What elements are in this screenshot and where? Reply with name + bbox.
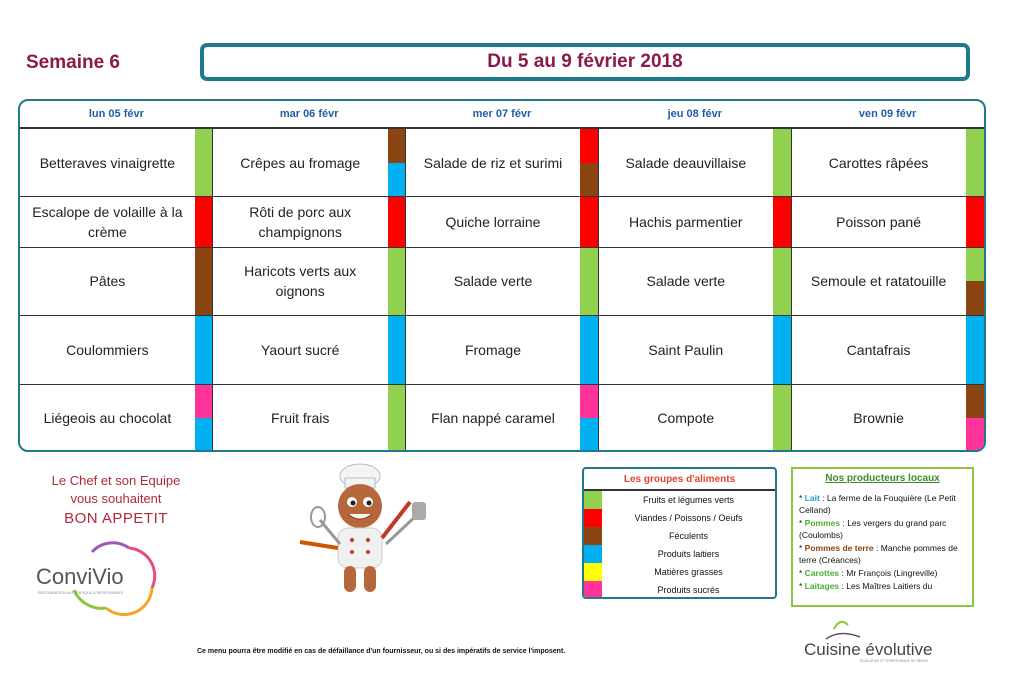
food-group-marker [388, 247, 406, 315]
food-group-marker [580, 129, 598, 163]
row-divider [20, 196, 984, 197]
legend-swatch [584, 581, 602, 599]
food-group-marker [580, 247, 598, 315]
food-group-marker [966, 384, 984, 418]
legend-label: Féculents [668, 531, 709, 541]
producer-item: * Pommes : Les vergers du grand parc (Coulombs) [799, 518, 947, 540]
producers-title: Nos producteurs locaux [825, 473, 940, 484]
legend-row [584, 509, 775, 527]
day-header: jeu 08 févr [667, 108, 722, 120]
menu-dish: Coulommiers [66, 341, 149, 358]
menu-dish: Salade verte [646, 273, 726, 289]
legend-row [584, 527, 775, 545]
header-divider [20, 127, 984, 129]
food-group-marker [966, 247, 984, 281]
food-group-marker [580, 315, 598, 384]
footer-note: Ce menu pourra être modifié en cas de défaillance d'un fournisseur, ou si des impératifs de service l'imposent. [197, 648, 566, 655]
convivio-logo [34, 540, 174, 620]
food-group-marker [773, 315, 791, 384]
legend-label: Produits laitiers [657, 549, 720, 559]
producer-supplier: : Manche pommes de terre (Créances) [799, 543, 958, 565]
producer-supplier: : Les vergers du grand parc (Coulombs) [799, 518, 947, 540]
legend-label: Fruits et légumes verts [642, 495, 735, 505]
food-group-marker [580, 163, 598, 197]
day-header: mar 06 févr [279, 108, 339, 120]
menu-dish: Semoule et ratatouille [810, 273, 947, 289]
producer-supplier: : Mr François (Lingreville) [839, 568, 938, 578]
food-group-marker [388, 384, 406, 452]
bon-appetit: BON APPETIT [64, 510, 168, 527]
producer-supplier: : Les Maîtres Laitiers du [839, 581, 933, 591]
food-group-marker [966, 281, 984, 315]
spoon-icon [300, 542, 338, 548]
logo-arc-pink [129, 548, 155, 588]
legend-row [584, 491, 775, 509]
legend-row [584, 563, 775, 581]
legend-title: Les groupes d'aliments [584, 469, 775, 491]
menu-dish: Brownie [853, 410, 904, 426]
legend-label: Produits sucrés [657, 585, 720, 595]
food-group-marker [195, 196, 213, 247]
menu-dish: Fruit frais [271, 410, 330, 426]
legend-swatch [584, 491, 602, 509]
menu-dish: Hachis parmentier [628, 213, 743, 230]
day-header: ven 09 févr [858, 108, 917, 120]
legend-swatch [584, 545, 602, 563]
producer-product: Laitages [804, 581, 840, 591]
legend-swatch [584, 509, 602, 527]
menu-dish: Salade deauvillaise [625, 154, 747, 171]
chef-line-2: vous souhaitent [70, 491, 162, 506]
producer-item: * Carottes : Mr François (Lingreville) [799, 568, 938, 578]
food-group-marker [195, 384, 213, 418]
menu-dish: Haricots verts aux oignons [244, 263, 357, 299]
menu-dish: Salade verte [453, 273, 533, 289]
food-group-marker [195, 247, 213, 315]
producer-product: Pommes [804, 518, 841, 528]
producer-item: * Laitages : Les Maîtres Laitiers du [799, 581, 933, 591]
chef-message [26, 472, 206, 530]
food-group-marker [773, 247, 791, 315]
menu-dish: Flan nappé caramel [431, 410, 555, 426]
menu-dish: Pâtes [89, 273, 126, 289]
local-producers-box [791, 467, 974, 607]
chef-head [338, 484, 382, 528]
food-group-marker [388, 315, 406, 384]
food-group-marker [966, 196, 984, 247]
food-group-marker [966, 418, 984, 452]
legend-swatch [584, 527, 602, 545]
food-group-marker [773, 384, 791, 452]
menu-dish: Yaourt sucré [261, 341, 340, 358]
column-divider [598, 127, 599, 450]
menu-dish: Carottes râpées [828, 154, 929, 171]
producer-product: Lait [804, 493, 820, 503]
menu-dish: Saint Paulin [648, 341, 724, 358]
chef-mascot-illustration [290, 462, 460, 602]
row-divider [20, 384, 984, 385]
menu-table [18, 99, 986, 452]
legend-swatch [584, 563, 602, 581]
producer-product: Carottes [804, 568, 840, 578]
title-box [200, 43, 970, 81]
column-divider [212, 127, 213, 450]
column-divider [405, 127, 406, 450]
chef-apron [338, 528, 382, 568]
logo-name: ConviVio [36, 564, 124, 589]
food-group-marker [966, 129, 984, 196]
legend-label: Viandes / Poissons / Oeufs [634, 513, 743, 523]
column-divider [791, 127, 792, 450]
food-group-marker [773, 196, 791, 247]
legend-label: Matières grasses [654, 567, 723, 577]
cuisine-evolutive-logo [800, 615, 950, 665]
food-group-marker [580, 196, 598, 247]
menu-dish: Crêpes au fromage [240, 154, 361, 171]
legend-row [584, 545, 775, 563]
producer-item: * Lait : La ferme de la Fouquière (Le Petit Celland) [799, 493, 956, 515]
cuisine-tagline: ÉDUCATIVE ET TERRITORIALE DE REPAS [860, 659, 928, 663]
logo-tagline: RESTAURATION AUTHENTIQUE & RESPONSABLE [38, 591, 124, 595]
food-group-marker [195, 418, 213, 452]
menu-dish: Liégeois au chocolat [43, 410, 172, 426]
page-title: Du 5 au 9 février 2018 [487, 51, 683, 72]
week-label: Semaine 6 [26, 52, 120, 73]
row-divider [20, 315, 984, 316]
day-header: mer 07 févr [472, 108, 532, 120]
food-group-marker [580, 418, 598, 452]
food-group-marker [388, 163, 406, 197]
menu-dish: Quiche lorraine [445, 213, 541, 230]
food-group-marker [773, 129, 791, 196]
menu-dish: Rôti de porc aux champignons [249, 203, 352, 240]
row-divider [20, 247, 984, 248]
menu-dish: Compote [657, 410, 715, 426]
food-groups-legend [582, 467, 777, 599]
food-group-marker [195, 315, 213, 384]
producer-supplier: : La ferme de la Fouquière (Le Petit Celland) [799, 493, 956, 515]
legend-row [584, 581, 775, 599]
cuisine-name: Cuisine évolutive [804, 640, 933, 659]
producer-product: Pommes de terre [804, 543, 874, 553]
food-group-marker [388, 196, 406, 247]
food-group-marker [580, 384, 598, 418]
menu-dish: Escalope de volaille à la crème [32, 203, 183, 240]
food-group-marker [195, 129, 213, 196]
chef-line-1: Le Chef et son Equipe [51, 473, 181, 488]
food-group-marker [388, 129, 406, 163]
menu-dish: Betteraves vinaigrette [39, 154, 176, 171]
food-group-marker [966, 315, 984, 384]
menu-dish: Fromage [464, 341, 521, 358]
logo-arc-purple [92, 543, 129, 552]
menu-dish: Salade de riz et surimi [423, 154, 563, 171]
day-header: lun 05 févr [88, 108, 144, 120]
menu-dish: Cantafrais [846, 341, 911, 358]
producer-item: * Pommes de terre : Manche pommes de terre (Créances) [799, 543, 958, 565]
menu-dish: Poisson pané [836, 213, 921, 230]
